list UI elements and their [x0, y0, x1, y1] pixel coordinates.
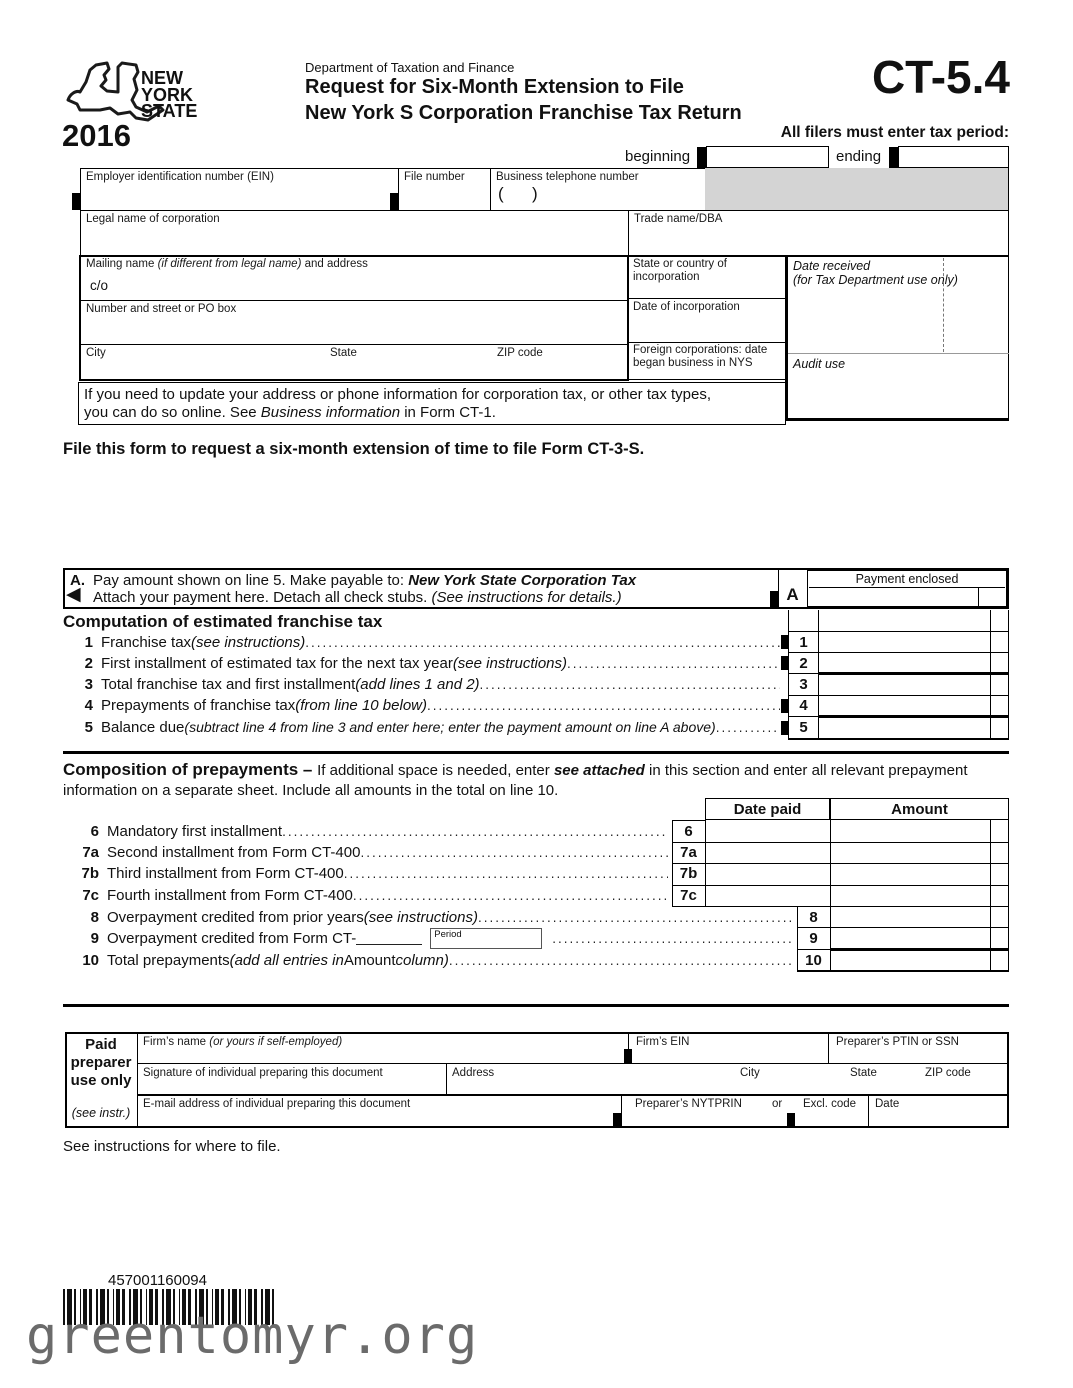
- entry-tick: [889, 147, 898, 168]
- entry-tick: [781, 721, 789, 735]
- entry-tick: [781, 635, 789, 649]
- divider: [80, 168, 705, 169]
- line-number-box: 10: [805, 952, 822, 969]
- dotted-leader: [480, 674, 780, 695]
- dotted-leader: [353, 885, 668, 906]
- divider: [868, 1094, 869, 1128]
- phone-field[interactable]: [520, 185, 700, 209]
- period-field[interactable]: [430, 928, 542, 949]
- line-6-amount-field[interactable]: [831, 821, 989, 841]
- divider: [830, 948, 1009, 951]
- date-received-label: Date received: [793, 259, 871, 273]
- line-10-amount-field[interactable]: [831, 952, 989, 969]
- where-to-file-note: See instructions for where to file.: [63, 1138, 281, 1155]
- address-update-note-line2: you can do so online. See Business information in Form CT-1.: [84, 404, 496, 421]
- incorporation-state-field[interactable]: [631, 274, 781, 296]
- preparer-state-field[interactable]: [848, 1080, 908, 1093]
- section-a-label: A.: [70, 572, 85, 589]
- computation-line-5: 5 Balance due (subtract line 4 from line 3 and enter here; enter the payment amount on line A above) .....: [63, 717, 780, 738]
- zip-label: ZIP code: [497, 347, 543, 359]
- divider: [621, 1094, 622, 1128]
- line-number-box: 5: [799, 719, 808, 736]
- computation-line-2: 2 First installment of estimated tax for the next tax year (see instructions) .....: [63, 653, 780, 674]
- divider: [81, 300, 627, 301]
- preparer-date-label: Date: [875, 1098, 900, 1110]
- section-a-line2: Attach your payment here. Detach all check stubs. (See instructions for details.): [93, 589, 622, 606]
- line-9-amount-field[interactable]: [831, 929, 989, 947]
- divider: [79, 379, 629, 381]
- shaded-office-use-area: [705, 168, 1009, 210]
- divider: [80, 255, 1009, 257]
- line-number-box: 7c: [680, 887, 697, 904]
- legal-name-field[interactable]: [82, 227, 622, 253]
- dotted-leader: [552, 928, 795, 949]
- preparer-date-field[interactable]: [873, 1112, 1003, 1126]
- line-2-amount-field[interactable]: [819, 653, 989, 672]
- line-number-box: 7b: [679, 865, 698, 882]
- line-6-date-paid-field[interactable]: [706, 821, 829, 841]
- incorporation-date-field[interactable]: [631, 316, 781, 340]
- line-7b-amount-field[interactable]: [831, 864, 989, 884]
- prepayment-line-10: 10 Total prepayments (add all entries in Amount column) .....: [63, 950, 795, 971]
- preparer-city-field[interactable]: [738, 1080, 838, 1093]
- firm-ein-field[interactable]: [634, 1049, 824, 1062]
- phone-parentheses: ( ): [498, 184, 538, 203]
- ptin-label: Preparer’s PTIN or SSN: [836, 1036, 959, 1048]
- address-update-note-line1: If you need to update your address or phone information for corporation tax, or other tax types,: [84, 386, 712, 403]
- entry-tick: [624, 1049, 632, 1063]
- line-number-box: 2: [799, 655, 808, 672]
- ein-label: Employer identification number (EIN): [86, 171, 274, 183]
- line-number-box: 6: [684, 823, 693, 840]
- attach-payment-arrow-icon: ◀: [66, 584, 81, 605]
- preparer-zip-label: ZIP code: [925, 1067, 971, 1079]
- form-code: CT-5.4: [871, 51, 1010, 103]
- phone-label: Business telephone number: [496, 171, 639, 183]
- divider: [137, 1032, 138, 1128]
- dotted-leader: [360, 842, 668, 863]
- divider: [1008, 610, 1009, 740]
- zip-field[interactable]: [497, 360, 617, 378]
- divider: [81, 344, 627, 345]
- preparer-state-label: State: [850, 1067, 877, 1079]
- dotted-leader: [478, 907, 795, 928]
- signature-field[interactable]: [140, 1080, 440, 1093]
- trade-name-label: Trade name/DBA: [634, 213, 723, 225]
- state-field[interactable]: [330, 360, 480, 378]
- tax-year: 2016: [62, 118, 131, 153]
- section-rule: [63, 751, 1009, 754]
- firm-ein-label: Firm’s EIN: [636, 1036, 690, 1048]
- street-field[interactable]: [84, 318, 624, 342]
- preparer-address-label: Address: [452, 1067, 495, 1079]
- entry-tick: [613, 1113, 621, 1128]
- barcode-number: 457001160094: [108, 1272, 207, 1289]
- foreign-corp-date-field[interactable]: [631, 368, 781, 378]
- prepayments-heading: Composition of prepayments – If additional space is needed, enter see attached in this section and enter all relevant prepayment: [63, 760, 968, 779]
- entry-tick: [781, 699, 789, 713]
- line-7a-amount-field[interactable]: [831, 843, 989, 862]
- computation-line-4: 4 Prepayments of franchise tax (from line 10 below) .....: [63, 695, 780, 716]
- dotted-leader: [305, 632, 780, 653]
- incorporation-state-label: State or country of incorporation: [633, 258, 727, 283]
- line-7c-amount-field[interactable]: [831, 886, 989, 905]
- entry-tick: [781, 656, 789, 670]
- mailing-name-label: Mailing name (if different from legal name) and address: [86, 258, 368, 270]
- section-a-line1: Pay amount shown on line 5. Make payable to: New York State Corporation Tax: [93, 572, 637, 589]
- dotted-leader: [427, 695, 780, 716]
- divider: [446, 1063, 447, 1094]
- ptin-field[interactable]: [834, 1049, 1004, 1062]
- foreign-corp-label: Foreign corporations: date began business in NYS: [633, 344, 768, 369]
- preparer-city-label: City: [740, 1067, 760, 1079]
- prepayment-line-7a: 7a Second installment from Form CT-400 .....: [63, 842, 668, 863]
- prepayment-line-7c: 7c Fourth installment from Form CT-400 .....: [63, 885, 668, 906]
- trade-name-field[interactable]: [630, 227, 1005, 253]
- computation-heading: Computation of estimated franchise tax: [63, 612, 383, 631]
- paid-preparer-note: (see instr.): [71, 1106, 131, 1120]
- divider: [1008, 168, 1009, 255]
- prepayment-line-7b: 7b Third installment from Form CT-400 .....: [63, 863, 668, 884]
- line-3-amount-field[interactable]: [819, 675, 989, 695]
- divider: [80, 210, 81, 255]
- prepayments-heading-line2: information on a separate sheet. Include all amounts in the total on line 10.: [63, 782, 559, 799]
- period-label: Period: [434, 929, 462, 940]
- line-number-box: 3: [799, 676, 808, 693]
- city-field[interactable]: [84, 360, 324, 378]
- line-a-letter: A: [786, 585, 799, 604]
- street-label: Number and street or PO box: [86, 303, 237, 315]
- form-title-line2: New York S Corporation Franchise Tax Return: [305, 102, 742, 124]
- line-1-amount-field[interactable]: [819, 632, 989, 652]
- logo-text: NEW YORK STATE: [141, 68, 198, 121]
- legal-name-label: Legal name of corporation: [86, 213, 220, 225]
- divider: [788, 738, 1009, 740]
- form-title-line1: Request for Six-Month Extension to File: [305, 76, 684, 98]
- preparer-zip-field[interactable]: [923, 1080, 1003, 1093]
- line-8-amount-field[interactable]: [831, 908, 989, 926]
- or-label: or: [772, 1098, 783, 1110]
- date-paid-header-label: Date paid: [733, 801, 802, 818]
- tax-period-ending-field[interactable]: [898, 146, 1009, 168]
- ending-label: ending: [836, 148, 882, 165]
- form-ct-blank-field[interactable]: [356, 944, 422, 945]
- divider: [785, 418, 1009, 421]
- prepayment-line-9: 9 Overpayment credited from Form CT- Period .....: [63, 928, 795, 949]
- divider: [398, 168, 399, 210]
- divider: [629, 379, 785, 380]
- divider: [990, 610, 991, 740]
- divider: [629, 298, 785, 299]
- incorporation-date-label: Date of incorporation: [633, 301, 740, 313]
- dotted-leader: [344, 863, 668, 884]
- prepayment-line-8: 8 Overpayment credited from prior years (see instructions) .....: [63, 907, 795, 928]
- divider: [80, 210, 1009, 211]
- entry-tick: [787, 1113, 795, 1128]
- divider: [80, 168, 81, 210]
- tax-period-beginning-field[interactable]: [706, 146, 829, 168]
- signature-label: Signature of individual preparing this document: [143, 1067, 383, 1079]
- nytprin-label: Preparer’s NYTPRIN: [635, 1098, 742, 1110]
- excl-code-label: Excl. code: [803, 1098, 857, 1110]
- amount-header-label: Amount: [891, 801, 948, 818]
- city-label: City: [86, 347, 106, 359]
- department-name: Department of Taxation and Finance: [305, 60, 515, 75]
- beginning-label: beginning: [625, 148, 691, 165]
- divider: [1008, 255, 1009, 421]
- dotted-leader: [449, 950, 795, 971]
- divider: [490, 168, 491, 210]
- ein-field[interactable]: [82, 185, 392, 209]
- file-number-field[interactable]: [402, 185, 487, 209]
- divider: [629, 342, 785, 343]
- dotted-leader: [716, 717, 780, 738]
- excl-code-field[interactable]: [797, 1112, 865, 1126]
- preparer-address-field[interactable]: [450, 1080, 730, 1093]
- line-7c-date-paid-field[interactable]: [706, 886, 829, 905]
- paid-preparer-label: Paid preparer use only: [70, 1036, 132, 1089]
- divider: [978, 588, 979, 606]
- entry-tick: [697, 147, 706, 168]
- prepayment-line-6: 6 Mandatory first installment .....: [63, 821, 668, 842]
- firm-name-label: Firm’s name (or yours if self-employed): [143, 1036, 343, 1048]
- computation-line-3: 3 Total franchise tax and first installment (add lines 1 and 2) .....: [63, 674, 780, 695]
- divider: [79, 255, 81, 381]
- state-label: State: [330, 347, 357, 359]
- file-statement: File this form to request a six-month extension of time to file Form CT-3-S.: [63, 440, 645, 458]
- dotted-leader: [567, 653, 780, 674]
- line-number-box: 4: [799, 697, 808, 714]
- divider: [788, 353, 1009, 354]
- payment-enclosed-label: Payment enclosed: [855, 572, 959, 586]
- line-number-box: 8: [809, 909, 818, 926]
- nytprin-field[interactable]: [632, 1112, 782, 1126]
- firm-name-field[interactable]: [140, 1049, 620, 1062]
- divider: [138, 1063, 1009, 1064]
- divider: [809, 587, 1005, 588]
- computation-line-1: 1 Franchise tax (see instructions) .....: [63, 632, 780, 653]
- preparer-email-label: E-mail address of individual preparing this document: [143, 1098, 411, 1110]
- date-received-note: (for Tax Department use only): [793, 273, 958, 287]
- file-number-label: File number: [404, 171, 465, 183]
- line-number-box: 1: [799, 634, 808, 651]
- tax-period-instruction: All filers must enter tax period:: [780, 124, 1009, 141]
- divider: [627, 255, 629, 381]
- line-number-box: 7a: [680, 844, 697, 861]
- line-7a-date-paid-field[interactable]: [706, 843, 829, 862]
- line-number-box: 9: [809, 930, 818, 947]
- divider: [828, 1032, 829, 1063]
- entry-tick: [72, 193, 80, 210]
- mailing-name-field[interactable]: [115, 276, 615, 296]
- audit-use-label: Audit use: [793, 357, 846, 371]
- divider: [628, 210, 629, 255]
- care-of-label: c/o: [90, 278, 109, 293]
- payment-amount-field[interactable]: [810, 589, 976, 605]
- line-4-amount-field[interactable]: [819, 696, 989, 715]
- line-7b-date-paid-field[interactable]: [706, 864, 829, 884]
- preparer-email-field[interactable]: [140, 1112, 610, 1126]
- watermark: greentomyr.org: [26, 1306, 479, 1366]
- dotted-leader: [282, 821, 668, 842]
- section-rule: [63, 1004, 1009, 1007]
- divider: [138, 1094, 1009, 1096]
- line-5-amount-field[interactable]: [819, 718, 989, 738]
